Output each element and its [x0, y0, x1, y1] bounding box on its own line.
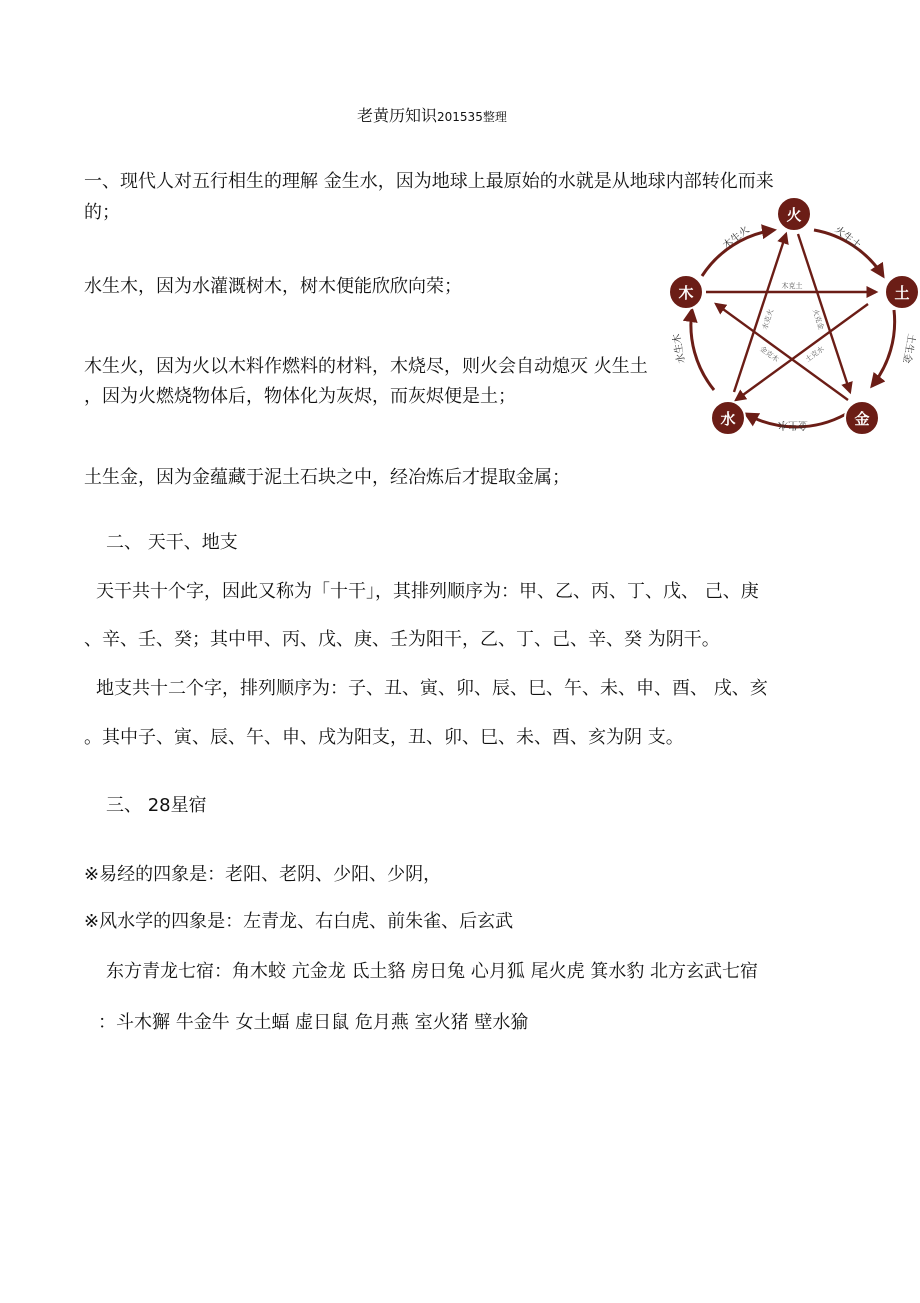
element-nodes: [669, 197, 919, 435]
controlling-cycle-star: [706, 234, 876, 400]
mansions-text-2: ：斗木獬 牛金牛 女土蝠 虚日鼠 危月燕 室火猪 壁水㺄: [98, 1012, 529, 1033]
four-images-fengshui: ※风水学的四象是：左青龙、右白虎、前朱雀、后玄武: [84, 911, 514, 932]
node-earth-label: 土: [894, 284, 910, 302]
label-fire-earth: 火生土: [832, 224, 863, 252]
node-metal: [845, 401, 879, 435]
node-wood: [669, 275, 703, 309]
node-water: [711, 401, 745, 435]
node-water-label: 水: [720, 410, 736, 428]
label-earth-metal: 土生金: [900, 332, 917, 365]
section1-intro-line1: 一、现代人对五行相生的理解 金生水，因为地球上最原始的水就是从地球内部转化而来: [84, 171, 774, 192]
arc-earth-metal: [872, 310, 895, 386]
water-wood-text: 水生木，因为水灌溉树木，树木便能欣欣向荣；: [84, 276, 462, 297]
tiangan-text-1: 天干共十个字，因此又称为「十干」，其排列顺序为：甲、乙、丙、丁、戊、 己、庚: [96, 581, 759, 602]
earth-metal-text: 土生金，因为金蕴藏于泥土石块之中，经冶炼后才提取金属；: [84, 467, 570, 488]
arc-water-wood: [691, 310, 714, 390]
node-wood-label: 木: [678, 284, 694, 302]
section3-heading: 三、 28星宿: [106, 795, 207, 816]
node-fire-label: 火: [786, 206, 802, 224]
label-wood-earth: 木克土: [781, 282, 803, 290]
label-water-wood: 水生木: [671, 332, 688, 365]
label-fire-metal: 火克金: [810, 308, 825, 331]
section1-intro-line2: 的；: [84, 202, 120, 223]
section2-heading: 二、 天干、地支: [106, 532, 238, 553]
label-water-fire: 水克火: [761, 308, 776, 331]
node-metal-label: 金: [854, 410, 870, 428]
dizhi-text-1: 地支共十二个字，排列顺序为：子、丑、寅、卯、辰、巳、午、未、申、酉、 戌、亥: [96, 678, 768, 699]
node-fire: [777, 197, 811, 231]
page-title: 老黄历知识201535整理: [357, 106, 507, 125]
tiangan-text-2: 、辛、壬、癸；其中甲、丙、戊、庚、壬为阳干，乙、丁、己、辛、癸 为阴干。: [84, 629, 720, 650]
label-metal-wood: 金克木: [758, 344, 781, 364]
node-earth: [885, 275, 919, 309]
mansions-text-1: 东方青龙七宿：角木蛟 亢金龙 氐土貉 房日兔 心月狐 尾火虎 箕水豹 北方玄武七宿: [106, 961, 759, 982]
four-images-yijing: ※易经的四象是：老阳、老阴、少阳、少阴，: [84, 864, 442, 885]
label-earth-water: 土克水: [803, 344, 826, 364]
five-elements-diagram: [662, 192, 920, 442]
label-metal-water: 金生水: [778, 419, 808, 430]
wood-fire-text-2: ，因为火燃烧物体后，物体化为灰烬，而灰烬便是土；: [84, 386, 516, 407]
wood-fire-text-1: 木生火，因为火以木料作燃料的材料，木烧尽，则火会自动熄灭 火生土: [84, 356, 648, 377]
generating-cycle-arcs: [691, 230, 895, 427]
label-wood-fire: 木生火: [721, 224, 752, 252]
dizhi-text-2: 。其中子、寅、辰、午、申、戌为阳支，丑、卯、巳、未、酉、亥为阴 支。: [84, 727, 684, 748]
